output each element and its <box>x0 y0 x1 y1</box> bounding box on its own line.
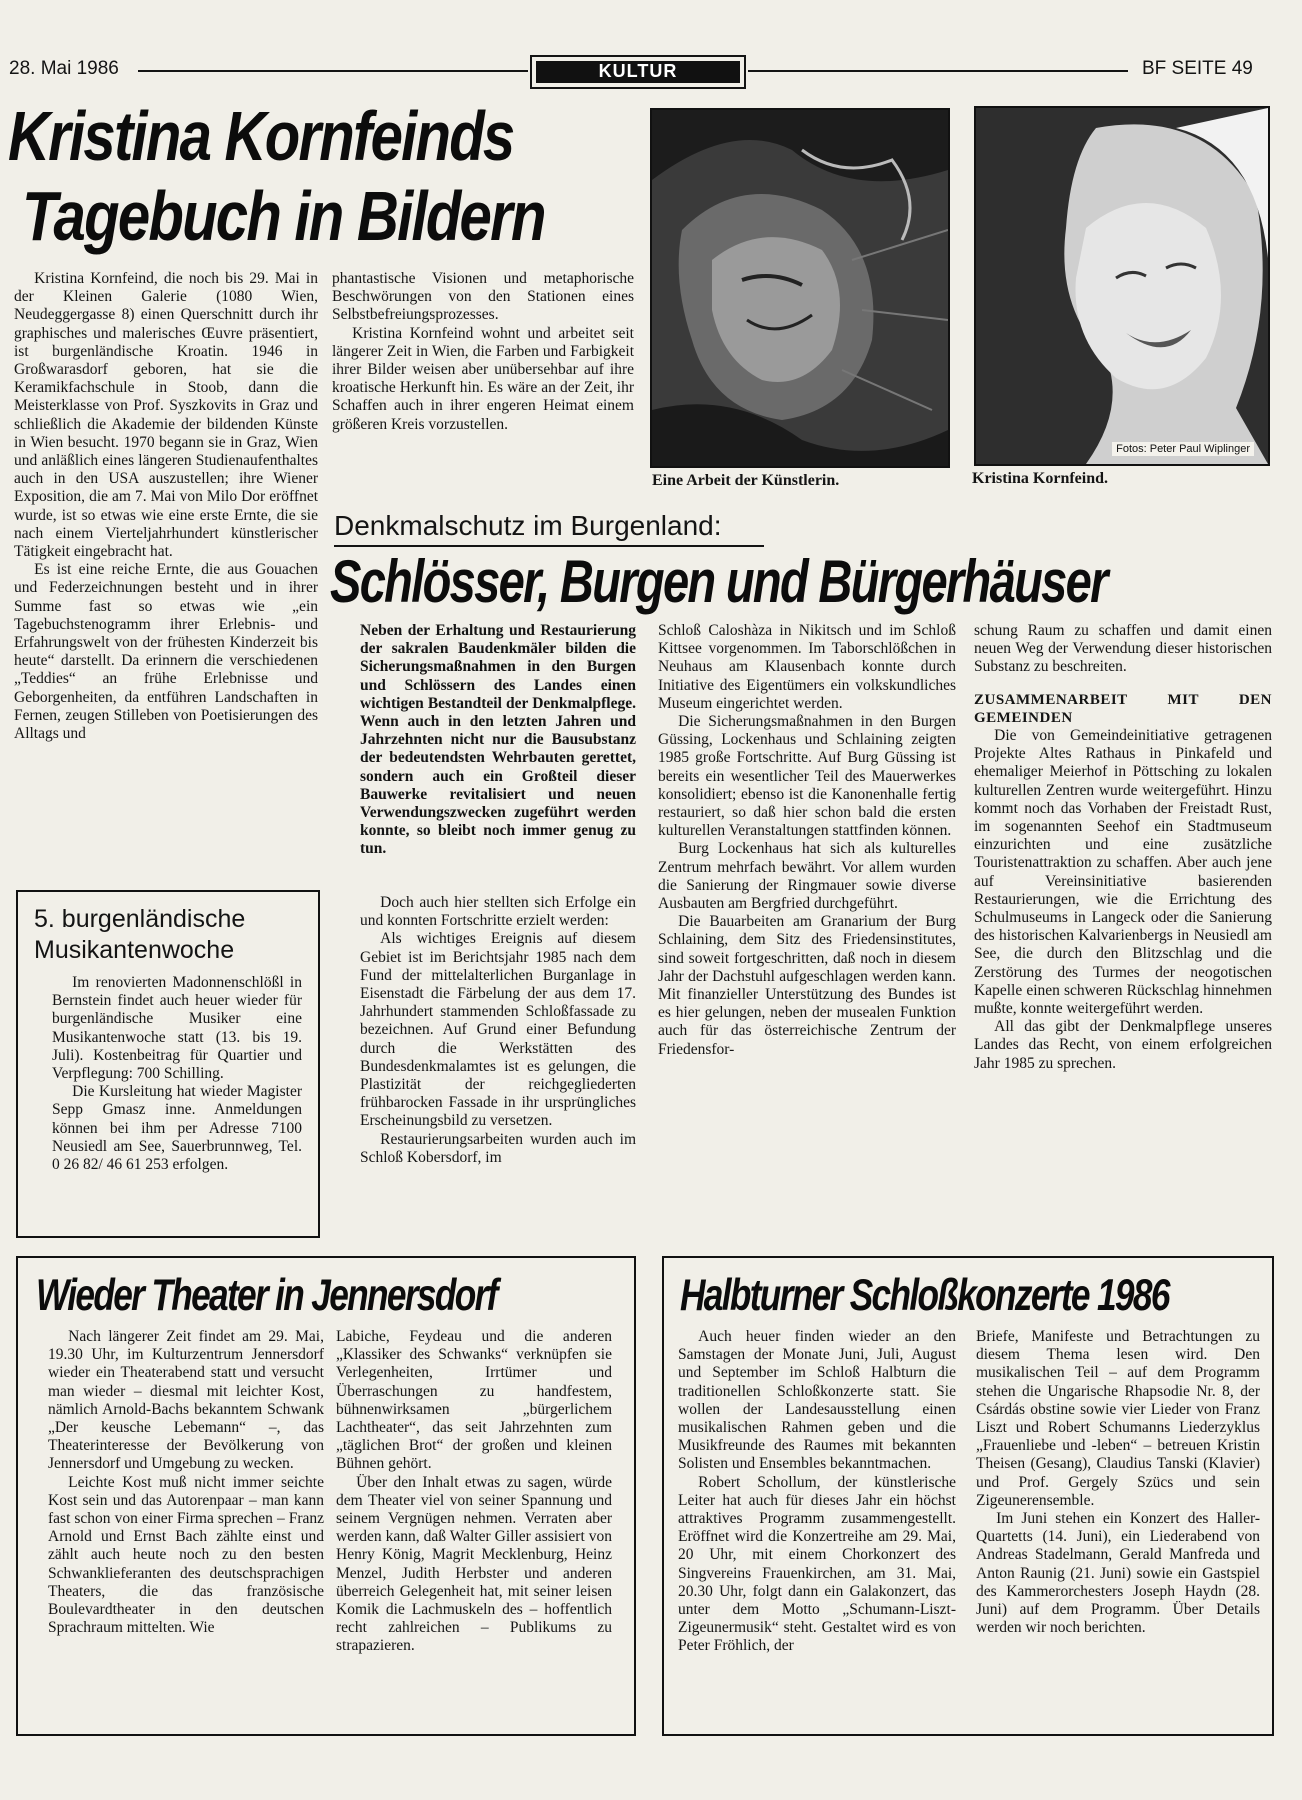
paragraph: Die Sicherungsmaßnahmen in den Burgen Güssing, Lockenhaus und Schlaining zeigten 1985 große Fortschritte. Auf Burg Güssing ist bereits ein wesentlicher Teil des Mauerwerkes konsolidiert; ebenso ist die Kanonenhalle fertig restauriert, so daß hier schon bald die ersten kulturellen Veranstaltungen stattfinden können. <box>658 713 956 840</box>
photo-credit: Fotos: Peter Paul Wiplinger <box>1112 442 1254 456</box>
musikantenwoche-box <box>16 890 320 1238</box>
portrait-illustration <box>976 108 1268 464</box>
paragraph: Über den Inhalt etwas zu sagen, würde dem Theater viel von seiner Spannung und seinem Vergnügen nehmen. Verraten aber werden kann, daß Walter Giller assisiert von Henry König, Magrit Mecklenburg, Heinz Menzel, Judith Herbster und anderen überreich Gelegenheit hat, mit seiner leisen Komik die Lachmuskeln des – hoffentlich recht zahlreichen – Publikums zu strapazieren. <box>336 1473 612 1655</box>
paragraph: Die von Gemeindeinitiative getragenen Projekte Altes Rathaus in Pinkafeld und ehemaliger Meierhof in Pöttsching zu lokalen kulturellen Zentren wurde weitergeführt. Hinzu kommt noch das Vorhaben der Freistadt Rust, im sogenannten Seehof ein Stadtmuseum einzurichten und eine zusätzliche Touristenattraktion zu schaffen. Aber auch jene auf Vereinsinitiative basierenden Restaurierungen, wie die Errichtung des Schulmuseums in Langeck oder die Sanierung des historischen Kalvarienbergs in Neusiedl am See, die durch den Blitzschlag und die Zerstörung des Turmes der neogotischen Kapelle einen schweren Rückschlag hinnehmen mußte, konnte weitergeführt werden. <box>974 727 1272 1018</box>
article-denkmalschutz-lead <box>360 622 636 859</box>
artwork-photo <box>650 108 950 468</box>
header-rule-right <box>748 70 1128 72</box>
paragraph: Burg Lockenhaus hat sich als kulturelles Zentrum mehrfach bewährt. Vor allem wurden die Sanierung der Ringmauer sowie diverse Ausbauten am Bergfried durchgeführt. <box>658 840 956 913</box>
paragraph: schung Raum zu schaffen und damit einen neuen Weg der Verwendung dieser historischen Substanz zu beschreiten. <box>974 622 1272 676</box>
lead-paragraph: Neben der Erhaltung und Restaurierung der sakralen Baudenkmäler bilden die Sicherungsmaßnahmen in den Burgen und Schlössern des Landes einen wichtigen Bestandteil der Denkmalpflege. Wenn auch in den letzten Jahren und Jahrzehnten nicht nur die Bausubstanz der bedeutendsten Wehrbauten gerettet, sondern auch ein Großteil dieser Bauwerke revitalisiert und neuen Verwendungszwecken zugeführt werden konnte, so bleibt noch immer genug zu tun. <box>360 622 636 858</box>
paragraph: Die Kursleitung hat wieder Magister Sepp Gmasz inne. Anmeldungen können bei ihm per Adresse 7100 Neusiedl am See, Sauerbrunnweg, Tel. 0 26 82/ 46 61 253 erfolgen. <box>52 1083 302 1174</box>
article-schlosskonzerte-column-2 <box>976 1328 1260 1637</box>
header-rule-left <box>138 70 528 72</box>
theater-jennersdorf-box <box>16 1256 636 1736</box>
article-kornfeind-column-1 <box>14 270 318 743</box>
article-theater-title: Wieder Theater in Jennersdorf <box>36 1270 497 1320</box>
paragraph: Auch heuer finden wieder an den Samstagen der Monate Juni, Juli, August und September im Schloß Halbturn die traditionellen Schloßkonzerte statt. Sie wollen der Landesausstellung einen musikalischen Rahmen geben und die Musikfreunde des Raumes mit bekannten Solisten und Ensembles bekanntmachen. <box>678 1328 956 1473</box>
article-kornfeind-column-2 <box>332 270 634 434</box>
paragraph: Kristina Kornfeind, die noch bis 29. Mai in der Kleinen Galerie (1080 Wien, Neudeggergasse 8) einen Querschnitt durch ihr graphisches und malerisches Œuvre präsentiert, ist burgenländische Kroatin. 1946 in Großwarasdorf geboren, hat sie die Keramikfachschule in Stoob, dann die Meisterklasse von Prof. Syszkovits in Graz und schließlich die Akademie der bildenden Künste in Wien besucht. 1970 begann sie in Graz, Wien und anläßlich eines längeren Studienaufenthaltes auch in den USA auszustellen; ihre Wiener Exposition, die am 7. Mai von Milo Dor eröffnet wurde, ist so etwas wie eine erste Ernte, die sie nach einem Vierteljahrhundert künstlerischer Tätigkeit eingebracht hat. <box>14 270 318 561</box>
paragraph: Nach längerer Zeit findet am 29. Mai, 19.30 Uhr, im Kulturzentrum Jennersdorf wieder ein Theaterabend statt und versucht man wieder – diesmal mit leichter Kost, nämlich Arnold-Bachs bekanntem Schwank „Der keusche Lebemann“ –, das Theaterinteresse der Bevölkerung von Jennersdorf und Umgebung zu wecken. <box>48 1328 324 1473</box>
article-schlosskonzerte-column-1 <box>678 1328 956 1656</box>
paragraph: phantastische Visionen und metaphorische Beschwörungen von den Stationen eines Selbstbefreiungsprozesses. <box>332 270 634 324</box>
musikantenwoche-title-line2: Musikantenwoche <box>34 936 235 964</box>
section-banner <box>530 55 746 89</box>
schlosskonzerte-box <box>662 1256 1274 1736</box>
paragraph: Im renovierten Madonnenschlößl in Bernstein findet auch heuer wieder für burgenländische Musiker eine Musikantenwoche statt (13. bis 19. Juli). Kostenbeitrag für Quartier und Verpflegung: 700 Schilling. <box>52 974 302 1083</box>
article-denkmalschutz-title: Schlösser, Burgen und Bürgerhäuser <box>330 547 1107 616</box>
article-denkmalschutz-column-1 <box>360 894 636 1167</box>
paragraph: Im Juni stehen ein Konzert des Haller-Quartetts (14. Juni), ein Liederabend von Andreas Stadelmann, Gerald Manfreda und Anton Raunig (21. Juni) sowie ein Gastspiel des Kammerorchesters Joseph Haydn (28. Juni) auf dem Programm. Über Details werden wir noch berichten. <box>976 1510 1260 1637</box>
article-denkmalschutz-column-2 <box>658 622 956 1059</box>
article-kornfeind-title-line2: Tagebuch in Bildern <box>22 177 545 255</box>
section-label: KULTUR <box>536 61 740 83</box>
article-theater-column-1 <box>48 1328 324 1637</box>
paragraph: Kristina Kornfeind wohnt und arbeitet seit längerer Zeit in Wien, die Farben und Farbigkeit ihrer Bilder weisen aber unübersehbar auf ihre kroatische Herkunft hin. Es wäre an der Zeit, ihr Schaffen auch in ihrer engeren Heimat einem größeren Kreis vorzustellen. <box>332 324 634 433</box>
paragraph: All das gibt der Denkmalpflege unseres Landes das Recht, von einem erfolgreichen Jahr 1985 zu sprechen. <box>974 1018 1272 1072</box>
paragraph: Briefe, Manifeste und Betrachtungen zu diesem Thema lesen wird. Den musikalischen Teil – auf dem Programm stehen die Ungarische Rhapsodie Nr. 8, der Csárdás obstine sowie vier Lieder von Franz Liszt und Robert Schumanns Liederzyklus „Frauenliebe und -leben“ – betreuen Kristin Theisen (Gesang), Claudius Tanski (Klavier) und Prof. Gergely Szücs und sein Zigeunerensemble. <box>976 1328 1260 1509</box>
paragraph: Schloß Caloshàza in Nikitsch und im Schloß Kittsee vorgenommen. Im Taborschlößchen in Neuhaus am Klausenbach konnte durch Initiative des Eigentümers ein volkskundliches Museum eingerichtet werden. <box>658 622 956 712</box>
subheading: ZUSAMMENARBEIT MIT DEN GEMEINDEN <box>974 691 1272 726</box>
artwork-illustration <box>652 110 948 466</box>
paragraph: Als wichtiges Ereignis auf diesem Gebiet ist im Berichtsjahr 1985 nach dem Fund der mittelalterlichen Burganlage in Eisenstadt die Färbelung der aus dem 17. Jahrhundert stammenden Schloßfassade zu bezeichnen. Auf Grund einer Befundung durch die Werkstätten des Bundesdenkmalamtes ist es gelungen, die Plastizität der reichgegliederten frühbarocken Fassade in ihr ursprüngliches Erscheinungsbild zu versetzen. <box>360 930 636 1130</box>
article-denkmalschutz-kicker: Denkmalschutz im Burgenland: <box>334 510 722 541</box>
portrait-caption: Kristina Kornfeind. <box>972 470 1109 487</box>
paragraph: Robert Schollum, der künstlerische Leiter hat auch für dieses Jahr ein höchst attraktives Programm zusammengestellt. Eröffnet wird die Konzertreihe am 29. Mai, 20 Uhr, mit einem Chorkonzert des Singvereins Frauenkirchen, am 31. Mai, 20.30 Uhr, folgt dann ein Galakonzert, das unter dem Motto „Schumann-Liszt-Zigeunermusik“ steht. Gestaltet wird es von Peter Fröhlich, der <box>678 1473 956 1655</box>
musikantenwoche-text <box>52 974 302 1174</box>
article-kornfeind-title-line1: Kristina Kornfeinds <box>8 97 514 175</box>
portrait-photo <box>974 106 1270 466</box>
paragraph: Es ist eine reiche Ernte, die aus Gouachen und Federzeichnungen besteht und in ihrer Summe fast so etwas wie „ein Tagebuchstenogramm ihrer Erlebnis- und Erfahrungswelt von der frühesten Kinderzeit bis heute“ darstellt. Da erinnern die verschiedenen „Teddies“ an frühe Erlebnisse und Geborgenheiten, da entführen Landschaften in Fernen, zeugen Stilleben von Poetisierungen des Alltags und <box>14 561 318 743</box>
paragraph: Doch auch hier stellten sich Erfolge ein und konnten Fortschritte erzielt werden: <box>360 894 636 930</box>
paragraph: Restaurierungsarbeiten wurden auch im Schloß Kobersdorf, im <box>360 1130 636 1166</box>
paragraph: Labiche, Feydeau und die anderen „Klassiker des Schwanks“ verknüpfen sie Verlegenheiten, Irrtümer und Überraschungen zu handfestem, bühnenwirksamen „bürgerlichem Lachtheater“, das seit Jahrzehnten zum „täglichen Brot“ der großen und kleinen Bühnen gehört. <box>336 1328 612 1473</box>
page-number: BF SEITE 49 <box>1142 58 1253 79</box>
artwork-caption: Eine Arbeit der Künstlerin. <box>652 472 840 489</box>
musikantenwoche-title-line1: 5. burgenländische <box>34 905 246 933</box>
article-schlosskonzerte-title: Halbturner Schloßkonzerte 1986 <box>680 1270 1169 1320</box>
issue-date: 28. Mai 1986 <box>9 58 119 79</box>
article-theater-column-2 <box>336 1328 612 1656</box>
paragraph: Die Bauarbeiten am Granarium der Burg Schlaining, dem Sitz des Friedensinstitutes, sind soweit fortgeschritten, daß noch in diesem Jahr der Dachstuhl aufgeschlagen werden kann. Mit finanzieller Unterstützung des Bundes ist es hier gelungen, neben der musealen Funktion auch für das österreichische Zentrum der Friedensfor- <box>658 913 956 1058</box>
paragraph: Leichte Kost muß nicht immer seichte Kost sein und das Autorenpaar – man kann fast schon von einer Firma sprechen – Franz Arnold und Ernst Bach zählte einst und zählt auch heute noch zu den besten Schwanklieferanten des deutschsprachigen Theaters, die das französische Boulevardtheater in den deutschen Sprachraum mittelten. Wie <box>48 1473 324 1637</box>
article-denkmalschutz-column-3 <box>974 622 1272 1073</box>
